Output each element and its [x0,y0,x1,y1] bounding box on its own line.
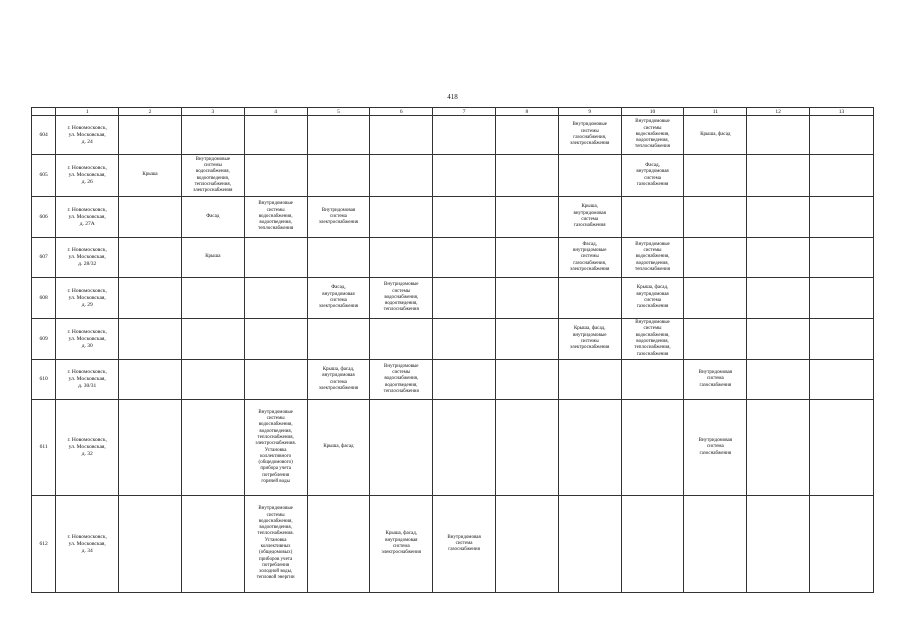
work-text-line: система [644,298,661,303]
header-cell: 9 [558,108,621,116]
work-text-line: Внутридомовые [635,320,670,326]
work-cell-col-13 [810,319,874,360]
work-text-line: системы [643,248,662,254]
row-number-cell: 609 [32,319,56,360]
address-line: г. Новомосковск, [67,287,107,294]
work-cell-col-2 [119,155,182,197]
work-text-line: системы [266,416,285,422]
address-line: г. Новомосковск, [67,206,107,213]
work-text-line: Внутридомовая [447,534,481,540]
address-line: д. 24 [81,138,93,145]
work-cell-col-11 [684,155,747,197]
work-text-line: водоснабжения, [258,518,293,524]
work-text-line: потребления [262,562,290,568]
address-line: ул. Московская, [68,540,106,547]
work-cell-col-8 [496,319,559,360]
work-cell-col-6 [370,400,433,496]
header-cell: 2 [119,108,182,116]
table-row [32,360,874,400]
work-text-line: система [581,217,599,222]
work-text-line: Внутридомовые [384,282,419,288]
work-text-line: Крыша, фасад [323,444,354,450]
header-cell: 11 [684,108,747,116]
work-cell-col-4 [244,238,307,278]
address-line: ул. Московская, [68,172,106,178]
header-cell: 3 [181,108,244,116]
address-line: ул. Московская, [68,254,106,260]
work-text-line: водоотведения, [636,260,669,266]
work-text-line: система [330,379,347,385]
work-text-line: Установка [264,537,287,543]
header-cell-blank [32,108,56,116]
work-text-line: внутридомовая [636,291,669,297]
work-text-line: внутридомовые [572,248,607,254]
work-text-line: электроснабжения [318,304,359,310]
work-text-line: Крыша [142,172,158,178]
work-text-line: Внутридомовые [572,122,607,128]
work-text-line: системы [392,288,411,294]
work-cell-col-11 [684,278,747,319]
work-cell-col-9 [558,238,621,278]
work-text-line: Внутридомовые [258,409,293,415]
work-cell-col-2 [119,496,182,593]
address-line: д. 30 [81,342,93,349]
work-cell-col-5 [307,197,370,238]
work-text-line: газоснабжения [636,181,669,187]
work-cell-col-6 [370,319,433,360]
work-text-line: система [644,175,661,181]
work-cell-col-4 [244,400,307,496]
work-text-line: система [706,376,724,382]
work-cell-col-6 [370,238,433,278]
work-cell-col-11 [684,197,747,238]
work-cell-col-6 [370,360,433,400]
work-text-line: Фасад, [331,285,346,291]
work-cell-col-3 [181,496,244,593]
work-cell-col-3 [181,197,244,238]
work-text-line: Внутридомовая [698,438,733,444]
address-cell [56,360,119,400]
work-text-line: электроснабжения [381,550,421,556]
header-cell: 4 [244,108,307,116]
work-text-line: внутридомовая [322,291,355,297]
work-cell-col-4 [244,116,307,155]
work-text-line: системы [266,512,285,518]
address-line: д. 32 [81,451,93,457]
address-line: г. Новомосковск, [67,124,107,131]
work-cell-col-12 [747,278,810,319]
table-row [32,238,874,278]
work-cell-col-3 [181,360,244,400]
work-cell-col-7 [433,238,496,278]
work-cell-col-7 [433,496,496,593]
table-row [32,496,874,593]
work-text-line: система [392,544,410,549]
work-text-line: электроснабжения [318,220,359,226]
work-text-line: водоотведения, [196,175,230,181]
address-line: г. Новомосковск, [67,165,107,171]
work-cell-col-11 [684,238,747,278]
work-text-line: водоснабжения, [258,213,293,219]
header-cell: 1 [56,108,119,116]
work-text-line: потребления [262,472,290,478]
work-text-line: Крыша [205,254,221,260]
work-cell-col-10 [621,197,684,238]
work-text-line: Фасад [206,213,220,219]
work-cell-col-11 [684,496,747,593]
work-text-line: водоснабжения, [258,422,293,428]
header-cell: 10 [621,108,684,116]
work-text-line: (общедомового) [258,460,293,466]
work-text-line: внутридомовая [322,373,355,379]
work-cell-col-4 [244,278,307,319]
work-text-line: коллективных [260,544,291,549]
work-text-line: Крыша, фасад, [385,531,418,537]
work-text-line: система [330,213,347,219]
work-cell-col-12 [747,360,810,400]
work-text-line: теплоснабжения [383,307,419,313]
work-cell-col-9 [558,278,621,319]
address-line: г. Новомосковск, [67,533,107,540]
work-cell-col-8 [496,360,559,400]
work-cell-col-5 [307,278,370,319]
work-cell-col-3 [181,319,244,360]
work-text-line: система [330,298,347,303]
work-text-line: газоснабжения [699,382,732,388]
work-text-line: водоотведения, [385,382,418,388]
works-schedule-table [31,107,874,593]
work-cell-col-5 [307,400,370,496]
address-line: д. 29 [81,301,93,308]
work-cell-col-9 [558,319,621,360]
address-line: ул. Московская, [68,376,106,382]
work-cell-col-13 [810,278,874,319]
work-cell-col-12 [747,400,810,496]
work-text-line: Крыша, фасад, [573,326,606,332]
work-text-line: теплоснабжения, [257,434,294,440]
work-cell-col-12 [747,155,810,197]
work-text-line: Крыша, фасад, [322,366,355,372]
work-cell-col-12 [747,197,810,238]
work-cell-col-9 [558,496,621,593]
work-cell-col-8 [496,116,559,155]
row-number-cell: 607 [32,238,56,278]
work-text-line: теплоснабжения [635,144,671,150]
work-cell-col-2 [119,319,182,360]
row-number-cell: 605 [32,155,56,197]
work-text-line: газоснабжения, [573,135,607,140]
work-cell-col-11 [684,116,747,155]
work-cell-col-13 [810,116,874,155]
work-text-line: водоснабжения, [195,169,230,175]
work-text-line: тепловой энергии [256,575,295,581]
work-text-line: электроснабжения [318,385,359,391]
work-cell-col-6 [370,116,433,155]
address-line: д. 28/32 [78,261,97,267]
work-cell-col-2 [119,360,182,400]
work-cell-col-10 [621,155,684,197]
address-line: ул. Московская, [68,294,106,301]
work-text-line: газоснабжения [636,351,669,357]
work-text-line: Фасад, [645,162,660,168]
work-cell-col-5 [307,496,370,593]
work-text-line: (общедомовых) [259,550,293,556]
work-text-line: водоснабжения, [384,376,419,382]
work-text-line: Крыша, фасад, [636,285,669,291]
row-number-cell: 610 [32,360,56,400]
work-cell-col-7 [433,155,496,197]
work-cell-col-2 [119,400,182,496]
work-text-line: Внутридомовые [195,156,231,162]
work-text-line: прибора учета [260,466,291,472]
work-text-line: газоснабжения [636,304,669,310]
address-line: д. 30/31 [78,383,97,389]
work-cell-col-11 [684,400,747,496]
work-text-line: холодной воды, [259,569,293,575]
header-cell: 5 [307,108,370,116]
header-cell: 8 [496,108,559,116]
work-cell-col-7 [433,116,496,155]
work-text-line: водоснабжения, [384,294,419,300]
work-text-line: внутридомовая [636,169,669,175]
work-cell-col-10 [621,278,684,319]
work-cell-col-12 [747,496,810,593]
work-text-line: Внутридомовые [258,201,293,207]
work-text-line: системы [203,162,222,168]
work-text-line: системы [643,125,662,131]
work-cell-col-8 [496,278,559,319]
work-text-line: газоснабжения [448,547,480,553]
work-cell-col-3 [181,155,244,197]
work-text-line: система [706,444,724,450]
work-cell-col-12 [747,319,810,360]
work-text-line: Установка [264,447,287,453]
table-row [32,319,874,360]
work-text-line: теплоснабжения [383,388,419,394]
work-text-line: Крыша, фасад [700,131,731,137]
work-cell-col-6 [370,496,433,593]
work-cell-col-9 [558,400,621,496]
address-cell [56,496,119,593]
work-text-line: теплоснабжения. [257,531,294,537]
work-cell-col-4 [244,496,307,593]
work-text-line: водоотведения, [259,220,292,226]
table-row [32,116,874,155]
work-cell-col-7 [433,197,496,238]
page-number: 418 [447,93,458,101]
work-cell-col-9 [558,197,621,238]
address-line: г. Новомосковск, [67,437,107,443]
work-text-line: Фасад, [582,241,597,247]
work-cell-col-3 [181,238,244,278]
work-text-line: внутридомовая [385,537,418,543]
work-text-line: газоснабжения, [573,260,607,266]
work-cell-col-5 [307,155,370,197]
header-cell: 13 [810,108,874,116]
table-row [32,278,874,319]
work-text-line: Внутридомовые [635,241,670,247]
work-text-line: система [455,540,473,546]
work-cell-col-11 [684,360,747,400]
address-cell [56,155,119,197]
work-cell-col-2 [119,197,182,238]
work-text-line: системы [580,339,599,344]
table-row [32,155,874,197]
address-line: ул. Московская, [68,444,106,450]
work-cell-col-13 [810,400,874,496]
work-text-line: теплоснабжения, [194,181,231,187]
work-cell-col-9 [558,360,621,400]
work-text-line: Внутридомовые [258,506,293,512]
work-cell-col-2 [119,278,182,319]
work-text-line: Внутридомовая [321,207,356,213]
work-text-line: Внутридомовая [698,370,733,376]
row-number-cell: 612 [32,496,56,593]
work-text-line: теплоснабжения [635,266,671,272]
work-cell-col-7 [433,400,496,496]
work-cell-col-6 [370,278,433,319]
work-text-line: водоснабжения, [635,131,670,137]
table-header-row [32,108,874,116]
work-text-line: горячей воды [261,478,290,484]
table-row [32,197,874,238]
work-text-line: приборов учета [259,556,293,562]
work-cell-col-8 [496,155,559,197]
work-cell-col-13 [810,155,874,197]
address-cell [56,197,119,238]
header-cell: 12 [747,108,810,116]
work-text-line: электроснабжения. [255,441,296,447]
work-cell-col-5 [307,360,370,400]
work-text-line: теплоснабжения, [634,345,671,351]
work-cell-col-7 [433,278,496,319]
work-cell-col-3 [181,400,244,496]
work-text-line: Внутридомовые [635,119,670,125]
address-line: д. 34 [81,547,93,554]
work-cell-col-7 [433,360,496,400]
work-text-line: системы [643,326,662,332]
work-cell-col-4 [244,360,307,400]
work-cell-col-8 [496,496,559,593]
work-cell-col-10 [621,496,684,593]
work-text-line: Крыша, [581,204,598,210]
work-cell-col-2 [119,238,182,278]
address-line: г. Новомосковск, [67,369,107,375]
work-text-line: электроснабжения [570,266,610,272]
work-cell-col-6 [370,155,433,197]
address-line: д. 26 [81,179,93,185]
work-text-line: системы [392,370,411,376]
work-cell-col-9 [558,155,621,197]
work-cell-col-10 [621,360,684,400]
work-text-line: системы [580,128,599,134]
row-number-cell: 611 [32,400,56,496]
work-cell-col-12 [747,116,810,155]
work-text-line: газоснабжения [573,223,606,229]
work-cell-col-3 [181,116,244,155]
address-line: ул. Московская, [68,213,106,220]
row-number-cell: 608 [32,278,56,319]
work-cell-col-5 [307,116,370,155]
work-text-line: Внутридомовые [384,363,419,369]
work-cell-col-9 [558,116,621,155]
work-cell-col-4 [244,155,307,197]
address-line: г. Новомосковск, [67,247,107,253]
work-cell-col-10 [621,116,684,155]
address-line: г. Новомосковск, [67,328,107,335]
work-text-line: внутридомовые [572,332,607,338]
address-cell [56,400,119,496]
work-text-line: водоотведения, [385,301,418,307]
work-cell-col-13 [810,496,874,593]
work-text-line: теплоснабжения [258,226,294,232]
address-line: ул. Московская, [68,335,106,342]
work-text-line: системы [580,254,599,260]
work-cell-col-6 [370,197,433,238]
work-cell-col-5 [307,238,370,278]
work-text-line: водоотведения, [259,428,292,434]
work-cell-col-12 [747,238,810,278]
work-cell-col-8 [496,400,559,496]
address-cell [56,116,119,155]
work-text-line: газоснабжения [699,450,732,456]
work-text-line: электроснабжения [570,141,610,147]
work-cell-col-7 [433,319,496,360]
work-cell-col-3 [181,278,244,319]
work-text-line: электроснабжения [193,188,233,194]
work-cell-col-10 [621,319,684,360]
work-text-line: внутридомовая [573,210,606,216]
work-text-line: водоснабжения, [635,254,670,260]
work-text-line: коллективного [260,453,292,459]
work-text-line: водоотведения, [636,138,669,144]
header-cell: 7 [433,108,496,116]
table-row [32,400,874,496]
work-text-line: водоснабжения, [635,332,670,338]
work-cell-col-8 [496,238,559,278]
work-cell-col-10 [621,238,684,278]
address-cell [56,238,119,278]
work-cell-col-4 [244,319,307,360]
work-cell-col-13 [810,238,874,278]
header-cell: 6 [370,108,433,116]
address-line: д. 27А [79,220,95,227]
address-line: ул. Московская, [68,131,106,138]
work-cell-col-8 [496,197,559,238]
address-cell [56,278,119,319]
row-number-cell: 606 [32,197,56,238]
work-cell-col-13 [810,197,874,238]
work-cell-col-5 [307,319,370,360]
work-cell-col-11 [684,319,747,360]
row-number-cell: 604 [32,116,56,155]
work-cell-col-10 [621,400,684,496]
work-text-line: водоотведения, [636,339,669,344]
work-text-line: системы [266,207,285,213]
work-cell-col-4 [244,197,307,238]
work-text-line: водоотведения, [259,525,292,531]
work-text-line: электроснабжения [570,345,610,351]
work-cell-col-2 [119,116,182,155]
address-cell [56,319,119,360]
work-cell-col-13 [810,360,874,400]
